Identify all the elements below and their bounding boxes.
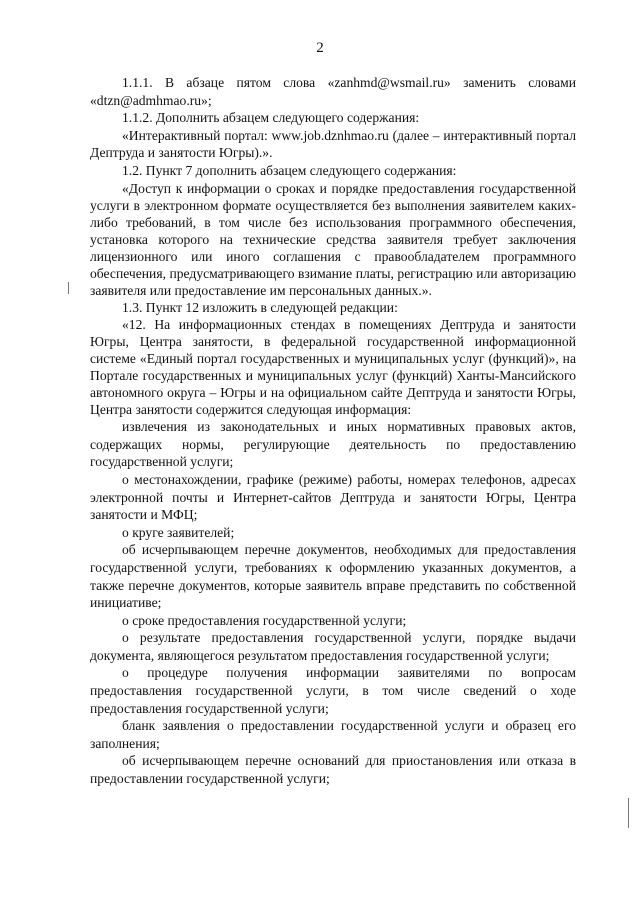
document-body (90, 74, 576, 788)
list-item-form: бланк заявления о предоставлении государственной услуги и образец его заполнения; (90, 718, 576, 751)
list-item-location: о местонахождении, графике (режиме) работы, номерах телефонов, адресах электронной почты и Интернет-сайтов Дептруда и занятости Югры, Центра занятости и МФЦ; (90, 471, 576, 523)
paragraph-1-1-1: 1.1.1. В абзаце пятом слова «zanhmd@wsmail.ru» заменить словами «dtzn@admhmao.ru»; (90, 75, 576, 108)
paragraph-access-quote: «Доступ к информации о сроках и порядке предоставления государственной услуги в электронном формате осуществляется без выполнения заявителем каких-либо требований, в том числе без использования программного обеспечения, установка которого на технические средства заявителя требует заключения лицензионного или иного соглашения с правообладателем программного обеспечения, предусматривающего взимание платы, регистрацию или авторизацию заявителя или предоставление им персональных данных.». (90, 180, 576, 298)
list-item-extracts: извлечения из законодательных и иных нормативных правовых актов, содержащих нормы, регулирующие деятельность по предоставлению государственной услуги; (90, 419, 576, 470)
paragraph-item-12: «12. На информационных стендах в помещениях Дептруда и занятости Югры, Центра занятости, в федеральной государственной информационной системе «Единый портал государственных и муниципальных услуг (функций)», на Портале государственных и муниципальных услуг (функций) Ханты-Мансийского автономного округа – Югры и на официальном сайте Дептруда и занятости Югры, Центра занятости содержится следующая информация: (90, 317, 576, 418)
scan-mark-left (68, 282, 69, 294)
paragraph-1-1-2: 1.1.2. Дополнить абзацем следующего содержания: (122, 110, 420, 126)
paragraph-portal-quote: «Интерактивный портал: www.job.dznhmao.ru (далее – интерактивный портал Дептруда и занятости Югры).». (90, 127, 576, 161)
list-item-result: о результате предоставления государственной услуги, порядке выдачи документа, являющегося результатом предоставления государственной услуги; (90, 630, 576, 663)
list-item-deadline: о сроке предоставления государственной услуги; (122, 612, 407, 628)
scan-mark-right (628, 798, 629, 828)
list-item-applicants: о круге заявителей; (122, 524, 235, 540)
list-item-refusal: об исчерпывающем перечне оснований для приостановления или отказа в предоставлении государственной услуги; (90, 753, 576, 787)
page-number: 2 (316, 40, 324, 56)
list-item-procedure: о процедуре получения информации заявителями по вопросам предоставления государственной услуги, в том числе сведений о ходе предоставления государственной услуги; (90, 665, 576, 716)
list-item-documents: об исчерпывающем перечне документов, необходимых для предоставления государственной услуги, требованиях к оформлению указанных документов, а также перечне документов, которые заявитель вправе представить по собственной инициативе; (90, 542, 576, 611)
paragraph-1-3: 1.3. Пункт 12 изложить в следующей редакции: (122, 299, 398, 315)
paragraph-1-2: 1.2. Пункт 7 дополнить абзацем следующего содержания: (122, 162, 457, 178)
